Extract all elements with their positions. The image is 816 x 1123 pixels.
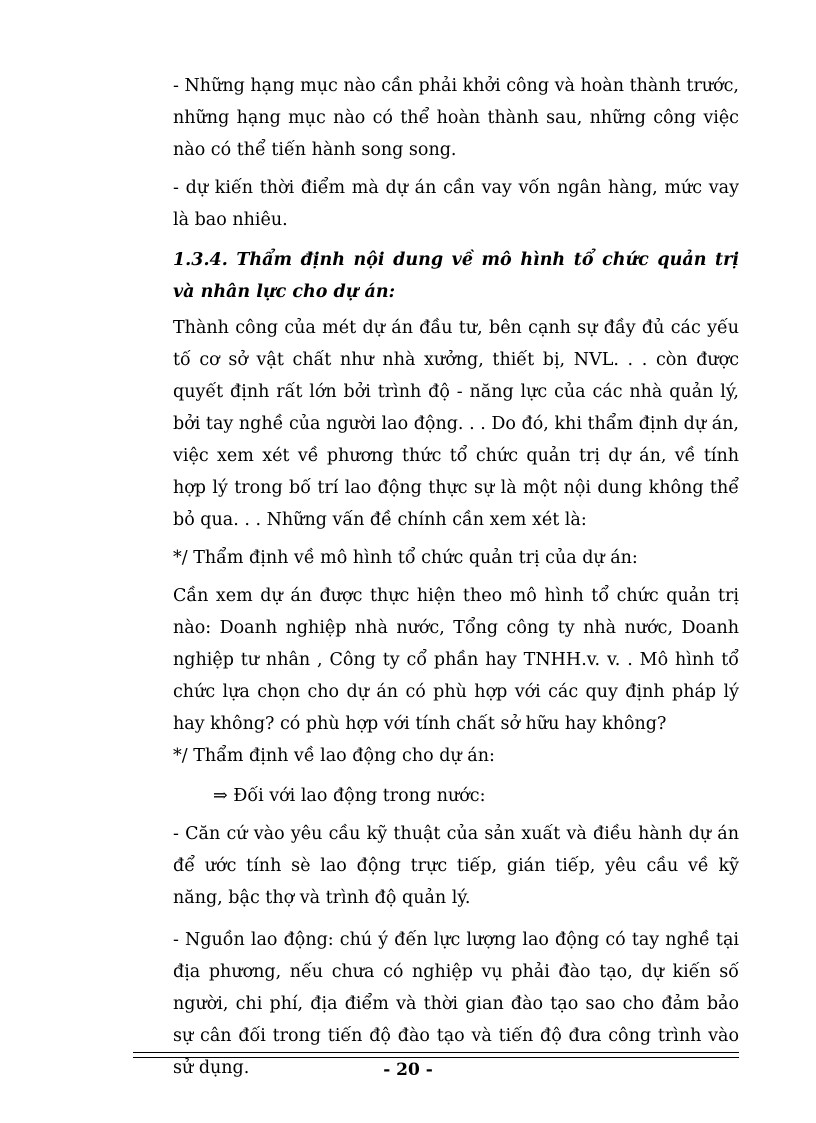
paragraph-construction-order: - Những hạng mục nào cần phải khởi công và hoàn thành trước, những hạng mục nào có thể hoàn thành sau, những công việc nào có thể tiến hành song song. — [173, 76, 739, 160]
domestic-labor-label: Đối với lao động trong nước: — [233, 786, 486, 806]
paragraph-success-factors: Thành công của mét dự án đầu tư, bên cạnh sự đầy đủ các yếu tố cơ sở vật chất như nhà xưởng, thiết bị, NVL. . . còn được quyết định rất lớn bởi trình độ - năng lực của các nhà quản lý, bởi tay nghề của người lao động. . . Do đó, khi thẩm định dự án, việc xem xét về phương thức tổ chức quản trị dự án, về tính hợp lý trong bố trí lao động thực sự là một nội dung không thể bỏ qua. . . Những vấn đề chính cần xem xét là: — [173, 318, 739, 530]
document-body — [173, 70, 739, 1084]
domestic-labor-item — [173, 780, 739, 812]
paragraph-loan-timing: - dự kiến thời điểm mà dự án cần vay vốn ngân hàng, mức vay là bao nhiêu. — [173, 178, 739, 230]
bullet-labor-estimate: - Căn cứ vào yêu cầu kỹ thuật của sản xuất và điều hành dự án để ước tính sè lao động trực tiếp, gián tiếp, yêu cầu về kỹ năng, bậc thợ và trình độ quản lý. — [173, 824, 739, 908]
section-heading: 1.3.4. Thẩm định nội dung về mô hình tổ chức quản trị và nhân lực cho dự án: — [173, 250, 739, 302]
subheading-management-model: */ Thẩm định về mô hình tổ chức quản trị của dự án: — [173, 548, 638, 568]
paragraph-management-model: Cần xem dự án được thực hiện theo mô hình tổ chức quản trị nào: Doanh nghiệp nhà nước, Tổng công ty nhà nước, Doanh nghiệp tư nhân , Công ty cổ phần hay TNHH.v. v. . Mô hình tổ chức lựa chọn cho dự án có phù hợp với các quy định pháp lý hay không? có phù hợp với tính chất sở hữu hay không? — [173, 586, 739, 734]
bullet-labor-source: - Nguồn lao động: chú ý đến lực lượng lao động có tay nghề tại địa phương, nếu chưa có nghiệp vụ phải đào tạo, dự kiến số người, chi phí, địa điểm và thời gian đào tạo sao cho đảm bảo sự cân đối trong tiến độ đào tạo và tiến độ đưa công trình vào sử dụng. — [173, 930, 739, 1078]
subheading-labor: */ Thẩm định về lao động cho dự án: — [173, 746, 495, 766]
double-arrow-icon: ⇒ — [213, 786, 228, 806]
page-number: - 20 - — [383, 1060, 433, 1080]
footer-double-rule — [133, 1052, 739, 1058]
